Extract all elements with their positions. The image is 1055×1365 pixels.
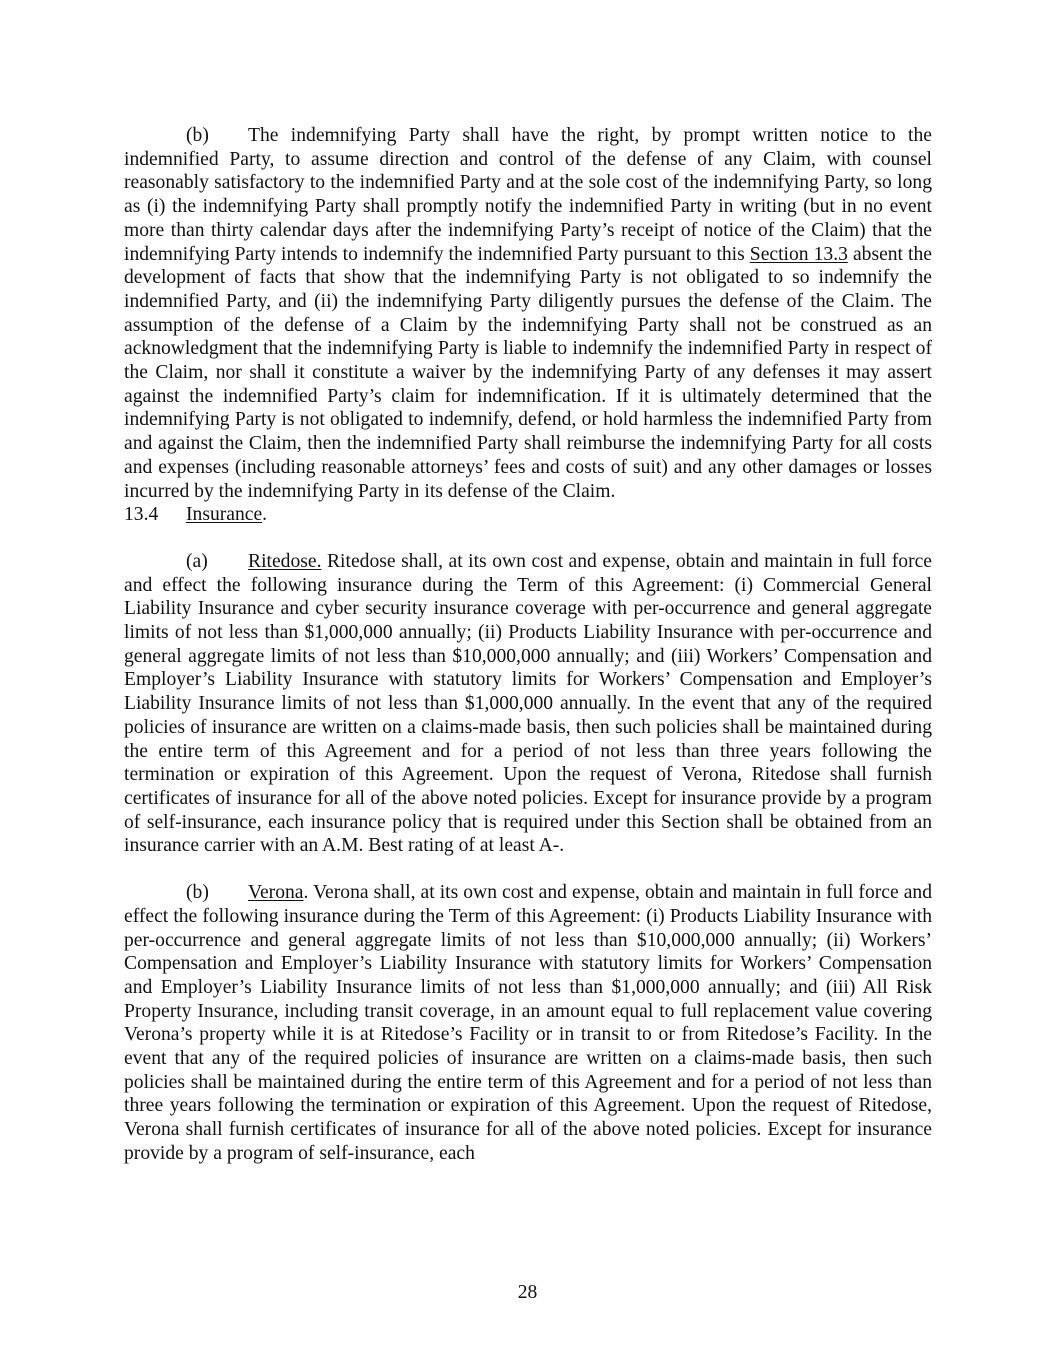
paragraph-text: The indemnifying Party shall have the right, by prompt written notice to the indemnified Party, to assume direction and control of the defense of any Claim, with counsel reasonably satisfactory to the indemnified Party and at the sole cost of the indemnifying Party, so long as (i) the indemnifying Party shall promptly notify the indemnified Party in writing (but in no event more than thirty calendar days after the indemnifying Party’s receipt of notice of the Claim) that the indemnifying Party intends to indemnify the indemnified Party pursuant to this — [124, 125, 932, 265]
paragraph-13-3-b — [124, 124, 932, 503]
paragraph-marker: (a) — [186, 550, 208, 572]
paragraph-13-4-b — [124, 881, 932, 1165]
paragraph-text: Ritedose shall, at its own cost and expense, obtain and maintain in full force and effect the following insurance during the Term of this Agreement: (i) Commercial General Liability Insurance and cyber security insurance coverage with per-occurrence and general aggregate limits of not less than $1,000,000 annually; (ii) Products Liability Insurance with per-occurrence and general aggregate limits of not less than $10,000,000 annually; and (iii) Workers’ Compensation and Employer’s Liability Insurance with statutory limits for Workers’ Compensation and Employer’s Liability Insurance limits of not less than $1,000,000 annually. In the event that any of the required policies of insurance are written on a claims-made basis, then such policies shall be maintained during the entire term of this Agreement and for a period of not less than three years following the termination or expiration of this Agreement. Upon the request of Verona, Ritedose shall furnish certificates of insurance for all of the above noted policies. Except for insurance provide by a program of self-insurance, each insurance policy that is required under this Section shall be obtained from an insurance carrier with an A.M. Best rating of at least A-. — [124, 550, 932, 857]
paragraph-13-4-a — [124, 550, 932, 858]
paragraph-text: . Verona shall, at its own cost and expense, obtain and maintain in full force and effect the following insurance during the Term of this Agreement: (i) Products Liability Insurance with per-occurrence and general aggregate limits of not less than $10,000,000 annually; (ii) Workers’ Compensation and Employer’s Liability Insurance with statutory limits for Workers’ Compensation and Employer’s Liability Insurance limits of not less than $1,000,000 annually; and (iii) All Risk Property Insurance, including transit coverage, in an amount equal to full replacement value covering Verona’s property while it is at Ritedose’s Facility or in transit to or from Ritedose’s Facility. In the event that any of the required policies of insurance are written on a claims-made basis, then such policies shall be maintained during the entire term of this Agreement and for a period of not less than three years following the termination or expiration of this Agreement. Upon the request of Ritedose, Verona shall furnish certificates of insurance for all of the above noted policies. Except for insurance provide by a program of self-insurance, each — [124, 882, 932, 1164]
paragraph-marker: (b) — [186, 125, 209, 146]
section-reference-link[interactable]: Section 13.3 — [749, 243, 848, 265]
page-number: 28 — [517, 1282, 538, 1303]
paragraph-marker: (b) — [186, 882, 209, 904]
section-title-suffix: . — [262, 504, 268, 526]
paragraph-title: Verona — [248, 882, 304, 904]
paragraph-text-continued: absent the development of facts that show that the indemnifying Party is not obligated to so indemnify the indemnified Party, and (ii) the indemnifying Party diligently pursues the defense of the Claim. The assumption of the defense of a Claim by the indemnifying Party shall not be construed as an acknowledgment that the indemnifying Party is liable to indemnify the indemnified Party in respect of the Claim, nor shall it constitute a waiver by the indemnifying Party of any defenses it may assert against the indemnified Party’s claim for indemnification. If it is ultimately determined that the indemnifying Party is not obligated to indemnify, defend, or hold harmless the indemnified Party from and against the Claim, then the indemnified Party shall reimburse the indemnifying Party for all costs and expenses (including reasonable attorneys’ fees and costs of suit) and any other damages or losses incurred by the indemnifying Party in its defense of the Claim. — [124, 243, 932, 502]
document-page — [124, 124, 932, 1166]
section-number: 13.4 — [124, 504, 159, 526]
paragraph-title: Ritedose. — [248, 550, 322, 572]
section-title: Insurance — [186, 504, 263, 526]
section-heading-13-4 — [124, 503, 932, 527]
